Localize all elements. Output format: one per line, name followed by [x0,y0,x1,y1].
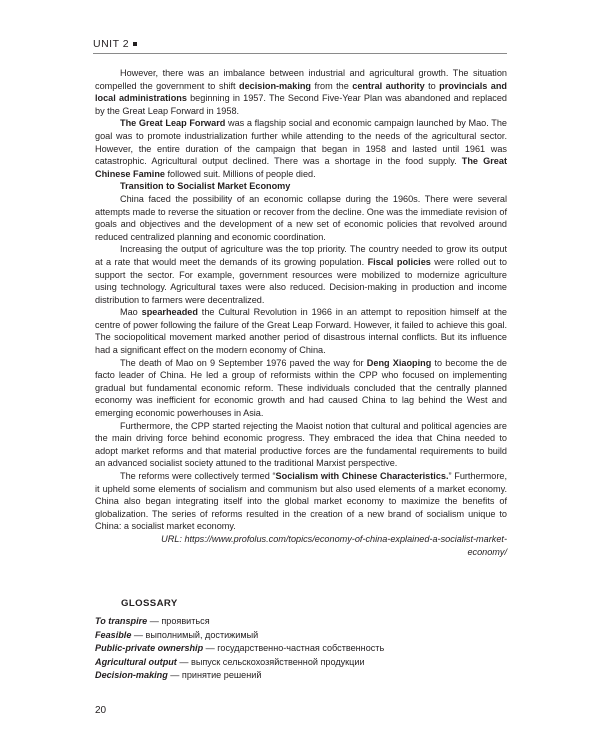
bold-term: The Great Leap Forward [120,118,226,129]
text-run: from the [311,80,353,91]
text-run: However, there was an imbalance between industrial and agricultural growth. The situation compelled the government to shift [95,68,507,91]
article-body [95,67,507,558]
unit-label: UNIT 2 [93,38,130,50]
bold-term: Fiscal policies [367,256,431,267]
text-run: The reforms were collectively termed “ [120,471,276,481]
glossary-definition: — проявиться [147,616,210,626]
page-number: 20 [95,705,107,716]
paragraph [95,420,507,470]
paragraph [95,243,507,306]
bold-term: central authority [352,80,425,91]
glossary-item [95,629,384,643]
text-run: the Cultural Revolution in 1966 in an attempt to reposition himself at the centre of power following the failure of the Great Leap Forward. However, it failed to achieve this goal. The sociopolitical movement marked another period of disastrous internal conflicts. But its influence had a significant effect on the modern economy of China. [95,307,507,356]
glossary-item [95,615,384,629]
glossary-term: Feasible [95,629,132,640]
glossary-term: Decision-making [95,670,168,681]
text-run: beginning in 1957. The Second Five-Year Plan was abandoned and replaced by the Great Leap Forward in 1958. [95,93,507,116]
text-run: followed suit. Millions of people died. [164,168,316,179]
bold-term: spearheaded [141,307,198,318]
paragraph [95,306,507,356]
glossary-definition: — принятие решений [167,670,262,681]
bold-term: decision-making [239,80,312,91]
paragraph [95,193,507,243]
text-run: Increasing the output of agriculture was the top priority. The country needed to grow its output at a rate that would meet the demands of its growing population. [95,244,507,267]
text-run: ” Furthermore, it upheld some elements of socialism and communism but also used elements of a market economy. China also began integrating itself into the global market economy to maximize the benefits of globalization. The series of reforms resulted in the creation of a new brand of socialism unique to China: a socialist market economy. [95,471,507,532]
glossary-item [95,642,384,656]
header-square-icon [133,42,137,46]
source-url [95,533,507,558]
bold-term: Deng Xiaoping [366,357,432,368]
glossary-list [95,615,384,683]
glossary-title: GLOSSARY [121,598,178,609]
glossary-term: Agricultural output [95,656,177,667]
bold-term: provincials and local administrations [95,80,507,104]
text-run: Mao [120,307,142,318]
glossary-definition: — выполнимый, достижимый [131,629,259,640]
glossary-term: Public-private ownership [95,643,204,654]
text-run: to become the de facto leader of China. He led a group of reformists within the CPP who focused on implementing gradual but fundamental economic reform. These individuals concluded that the centrally planned economy was inefficient for economic growth and had caused China to lag behind the West and emerging economic powerhouses in Asia. [95,357,507,419]
header-rule [93,53,507,54]
glossary-definition: — выпуск сельскохозяйственной продукции [176,656,365,667]
text-run: Furthermore, the CPP started rejecting the Maoist notion that cultural and political agencies are the main driving force behind economic progress. They embraced the idea that China needed to adopt market reforms and that material productive forces are the fundamental requirements to build an advanced socialist society attuned to the traditional Marxist perspective. [95,420,507,469]
paragraph [95,67,507,117]
glossary-item [95,656,384,670]
text-run: was a flagship social and economic campaign launched by Mao. The goal was to promote industrialization further while attending to the needs of the agricultural sector. However, the entire duration of the campaign that began in 1958 and lasted until 1961 was catastrophic. Agricultural output declined. There was a shortage in the food supply. [95,118,507,167]
bold-term: The Great Chinese Famine [95,156,507,179]
paragraphs-part-1 [95,67,507,180]
source-url-line-2: economy/ [467,546,507,557]
glossary-term: To transpire [95,616,148,626]
text-run: The death of Mao on 9 September 1976 paved the way for [120,357,367,368]
glossary-item [95,669,384,683]
source-url-line-1: URL: https://www.profolus.com/topics/economy-of-china-explained-a-socialist-market- [161,533,507,544]
text-run: were rolled out to support the sector. For example, government resources were mobilized to modernize agriculture using technology. Agricultural taxes were also reduced. Decision-making in production and income distribution to farmers were decentralized. [95,256,507,305]
paragraph [95,117,507,180]
unit-header [93,38,137,50]
text-run: to [424,80,440,91]
section-subheading: Transition to Socialist Market Economy [120,181,291,192]
bold-term: Socialism with Chinese Characteristics. [275,471,449,481]
text-run: China faced the possibility of an economic collapse during the 1960s. There were several attempts made to reverse the situation or recover from the decline. One was the immediate revision of goals and objectives and the development of a new set of economic policies that revolved around reduced centralized planning and economic coordination. [95,193,507,242]
paragraphs-part-2 [95,193,507,533]
paragraph [95,470,507,533]
paragraph [95,357,507,420]
glossary-definition: — государственно-частная собственность [203,643,385,654]
